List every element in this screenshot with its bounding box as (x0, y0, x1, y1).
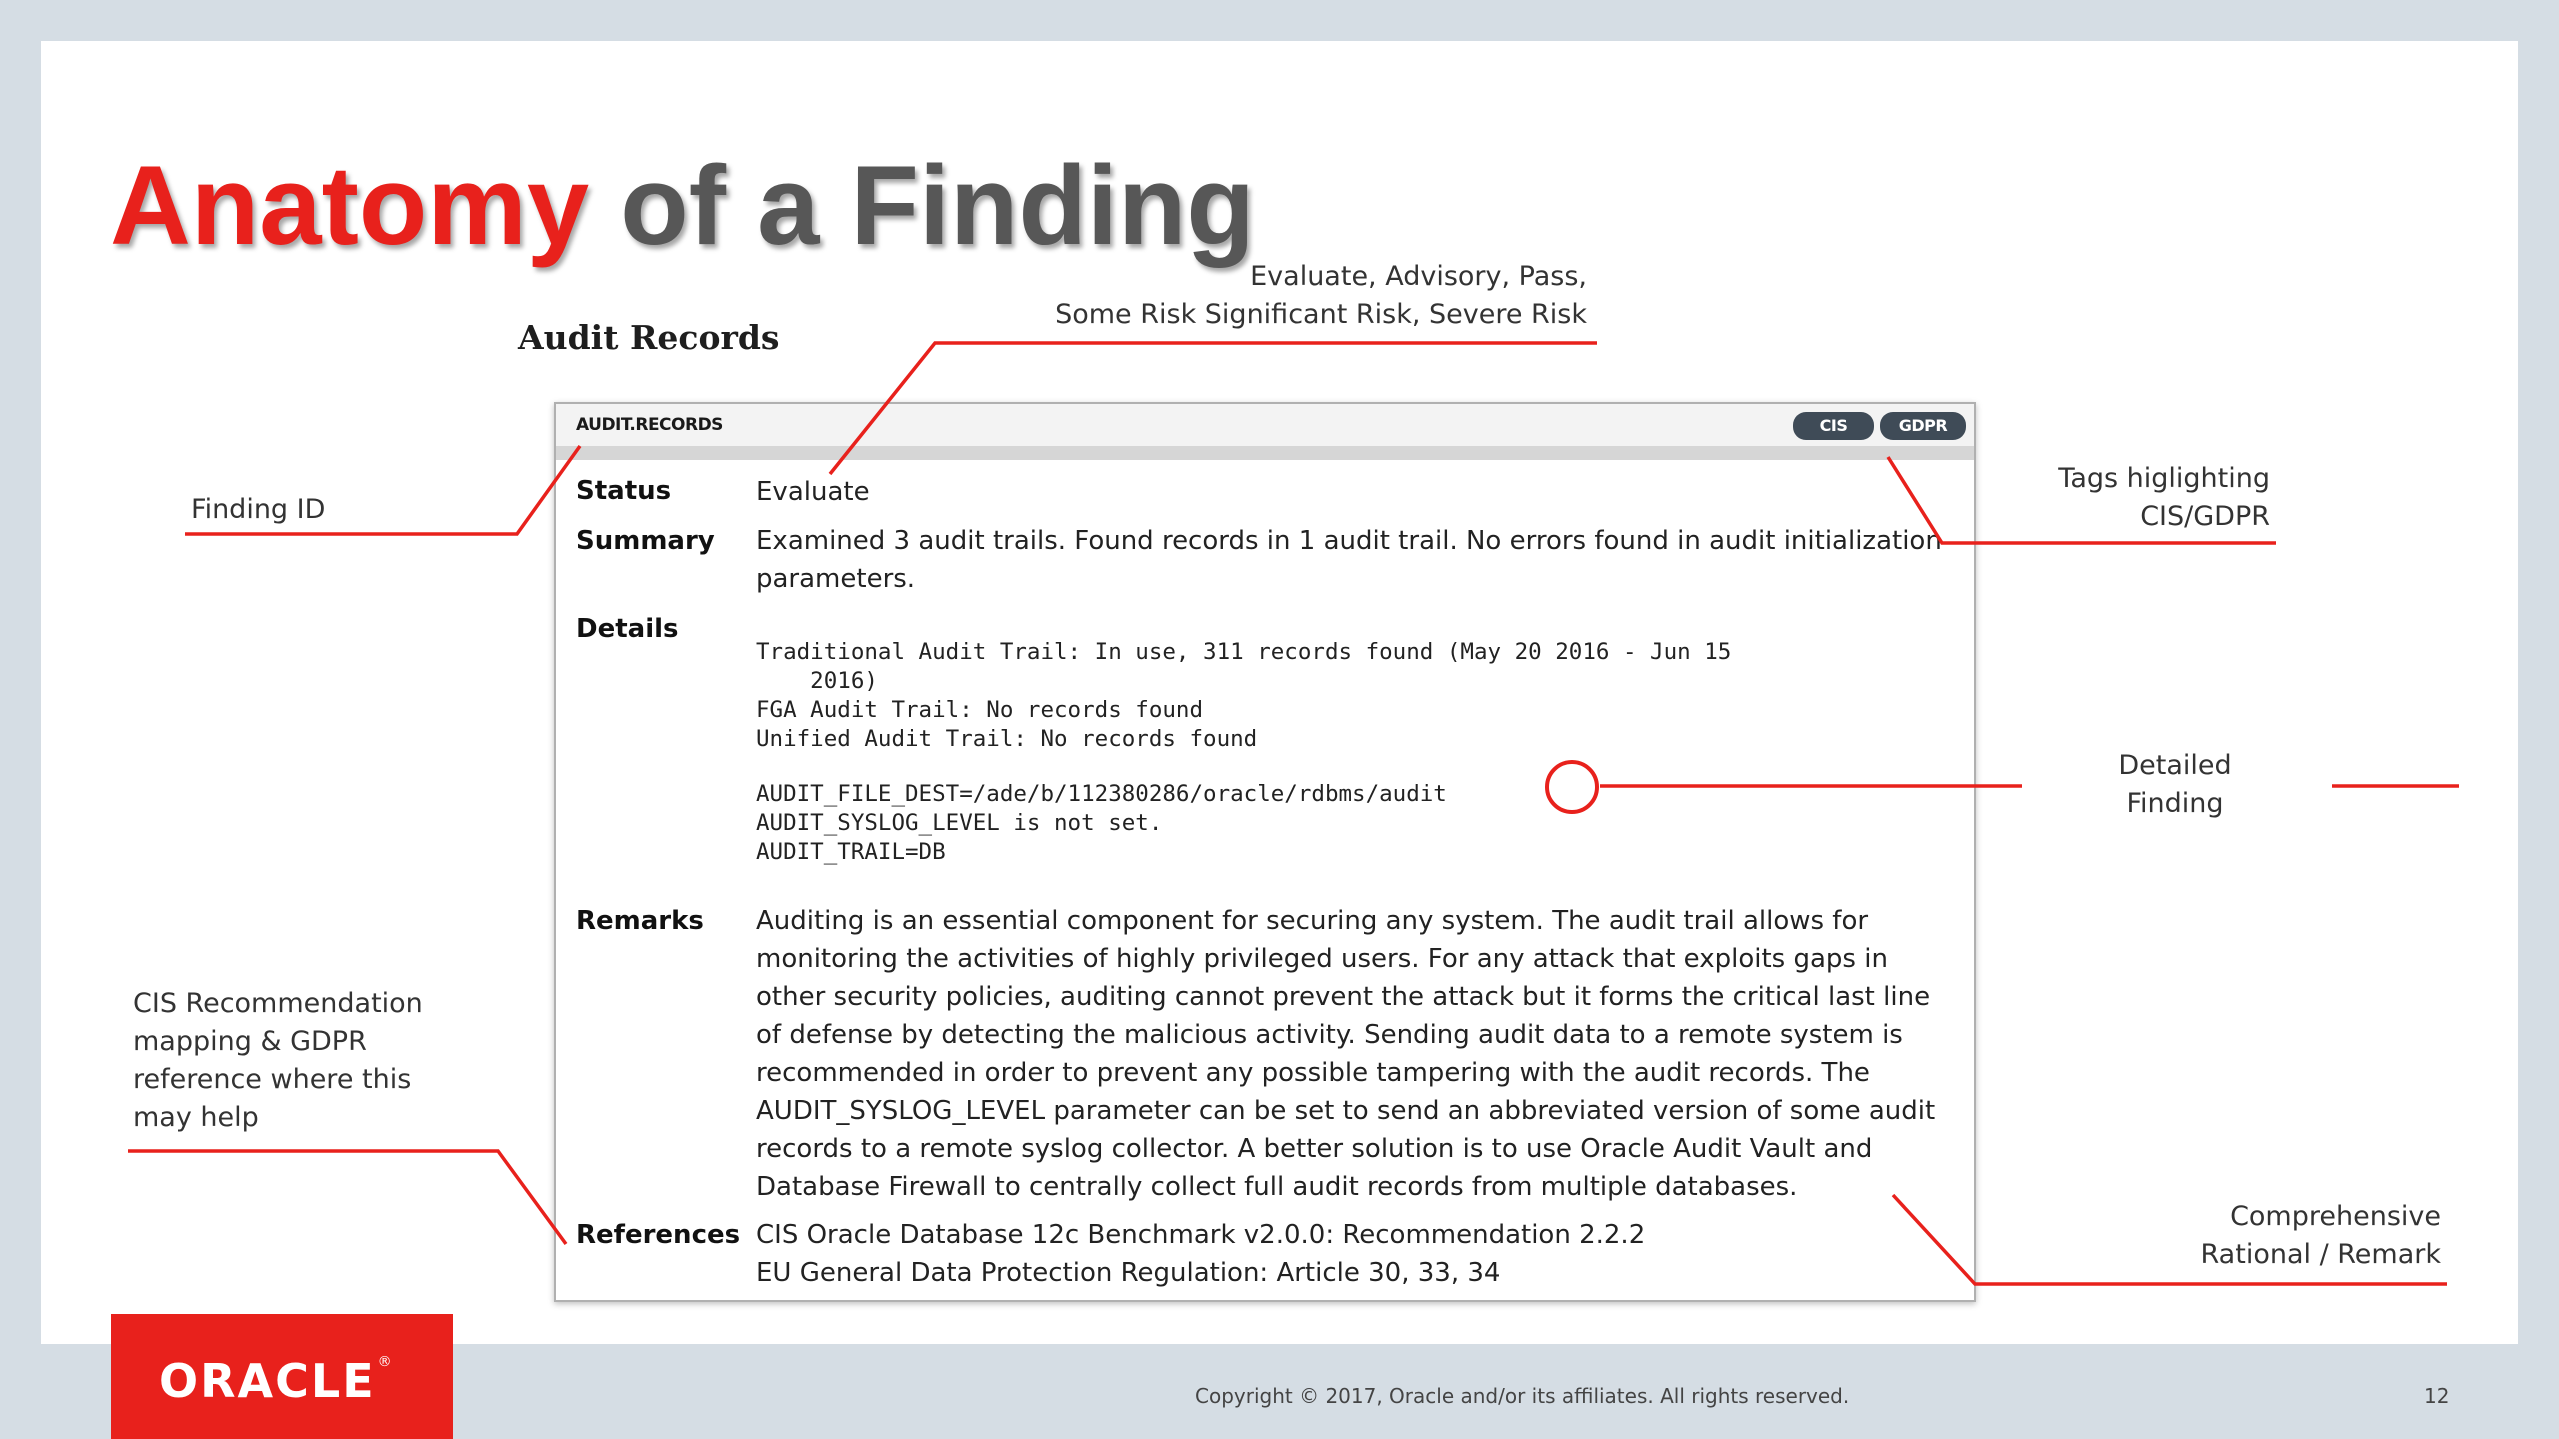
copyright: Copyright © 2017, Oracle and/or its affiliates. All rights reserved. (1195, 1384, 1850, 1408)
summary-label: Summary (576, 526, 715, 556)
remarks-value: Auditing is an essential component for securing any system. The audit trail allows for monitoring the activities of highly privileged users. For any attack that exploits gaps in other security policies, auditing cannot prevent the attack but it forms the critical last line of defense by detecting the malicious activity. Sending audit data to a remote system is recommended in order to prevent any possible tampering with the audit records. The AUDIT_SYSLOG_LEVEL parameter can be set to send an abbreviated version of some audit records to a remote syslog collector. A better solution is to use Oracle Audit Vault and Database Firewall to centrally collect full audit records from multiple databases. (756, 906, 1936, 1202)
annotation-remark: Comprehensive Rational / Remark (2200, 1201, 2441, 1270)
status-value: Evaluate (756, 477, 870, 507)
line-cis-mapping (128, 1151, 566, 1244)
page-number: 12 (2424, 1384, 2450, 1408)
line-tags (1888, 457, 2276, 543)
line-status (830, 343, 1597, 474)
finding-id: AUDIT.RECORDS (576, 415, 723, 435)
annotation-cis-mapping: CIS Recommendation mapping & GDPR reference where this may help (133, 988, 423, 1133)
references-label: References (576, 1220, 741, 1250)
detail-marker-circle (1547, 762, 1597, 812)
tag-cis[interactable]: CIS (1793, 412, 1874, 440)
section-title: Audit Records (518, 318, 780, 357)
annotation-tags: Tags higlighting CIS/GDPR (2058, 463, 2270, 532)
status-label: Status (576, 476, 672, 506)
details-block-parameters: AUDIT_FILE_DEST=/ade/b/112380286/oracle/rdbms/audit AUDIT_SYSLOG_LEVEL is not set. AUDIT_TRAIL=DB (756, 781, 1447, 865)
remarks-label: Remarks (576, 906, 704, 936)
tag-gdpr[interactable]: GDPR (1880, 412, 1966, 440)
title-rest: of a Finding (589, 143, 1255, 268)
line-remark (1893, 1195, 2447, 1284)
line-finding-id (185, 446, 580, 534)
title-accent: Anatomy (110, 143, 590, 268)
annotation-finding-id: Finding ID (191, 494, 326, 525)
details-block-audit-trails: Traditional Audit Trail: In use, 311 records found (May 20 2016 - Jun 15 2016) FGA Audit Trail: No records found Unified Audit Trail: No records found (756, 639, 1732, 752)
oracle-logo (111, 1314, 453, 1439)
annotation-status-values: Evaluate, Advisory, Pass, Some Risk Significant Risk, Severe Risk (1055, 261, 1587, 330)
details-label: Details (576, 614, 679, 644)
reference-gdpr: EU General Data Protection Regulation: Article 30, 33, 34 (756, 1258, 1501, 1288)
annotation-detailed-finding: Detailed Finding (2118, 750, 2232, 819)
summary-value: Examined 3 audit trails. Found records in 1 audit trail. No errors found in audit initialization parameters. (756, 526, 1942, 594)
reference-cis: CIS Oracle Database 12c Benchmark v2.0.0: Recommendation 2.2.2 (756, 1220, 1646, 1250)
oracle-logo-text: ORACLE ® (159, 1354, 394, 1408)
